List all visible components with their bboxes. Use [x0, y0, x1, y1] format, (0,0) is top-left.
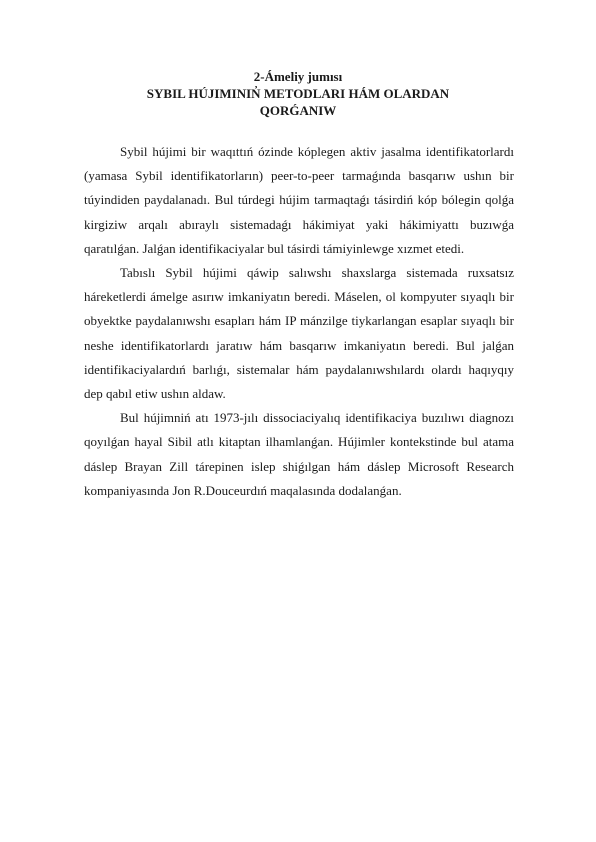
document-title-line-2: QORǴANIW — [259, 103, 337, 118]
paragraph-1: Sybil hújimi bir waqıttıń ózinde kóplegen aktiv jasalma identifikatorlardı (yamasa Sybil identifikatorların) peer-to-peer tarmaǵında basqarıw ushın bir túyindiden paydalanadı. Bul túrdegi hújim tarmaqtaǵı tásirdiń kóp bólegin qolǵa kirgiziw arqalı abıraylı sistemadaǵı hákimiyat yaki hákimiyattı buzıwǵa qaratılǵan. Jalǵan identifikaciyalar bul tásirdi támiyinlewge xızmet etedi. — [84, 144, 514, 256]
document-body — [84, 140, 514, 503]
paragraph-2: Tabıslı Sybil hújimi qáwip salıwshı shaxslarga sistemada ruxsatsız háreketlerdi ámelge asırıw imkaniyatın beredi. Máselen, ol kompyuter sıyaqlı bir obyektke paydalanıwshı esapları hám IP mánzilge tiykarlangan esaplar sıyaqlı bir neshe identifikatorlardı jaratıw hám basqarıw imkaniyatın beredi. Bul jalǵan identifikaciyalardıń barlıǵı, sistemalar hám paydalanıwshılardı olardı haqıyqıy dep qabıl etiw ushın aldaw. — [84, 265, 514, 402]
assignment-number: 2-Ámeliy jumısı — [253, 69, 343, 84]
document-title-line-1: SYBIL HÚJIMININ̓ METODLARI HÁM OLARDAN — [146, 86, 450, 101]
document-heading — [0, 68, 596, 119]
paragraph-3: Bul hújimniń atı 1973-jılı dissociaciyalıq identifikaciya buzılıwı diagnozı qoyılǵan hayal Sibil atlı kitaptan ilhamlanǵan. Hújimler kontekstinde bul atama dáslep Brayan Zill tárepinen islep shiǵılgan hám dáslep Microsoft Research kompaniyasında Jon R.Douceurdıń maqalasında dodalanǵan. — [84, 410, 514, 498]
